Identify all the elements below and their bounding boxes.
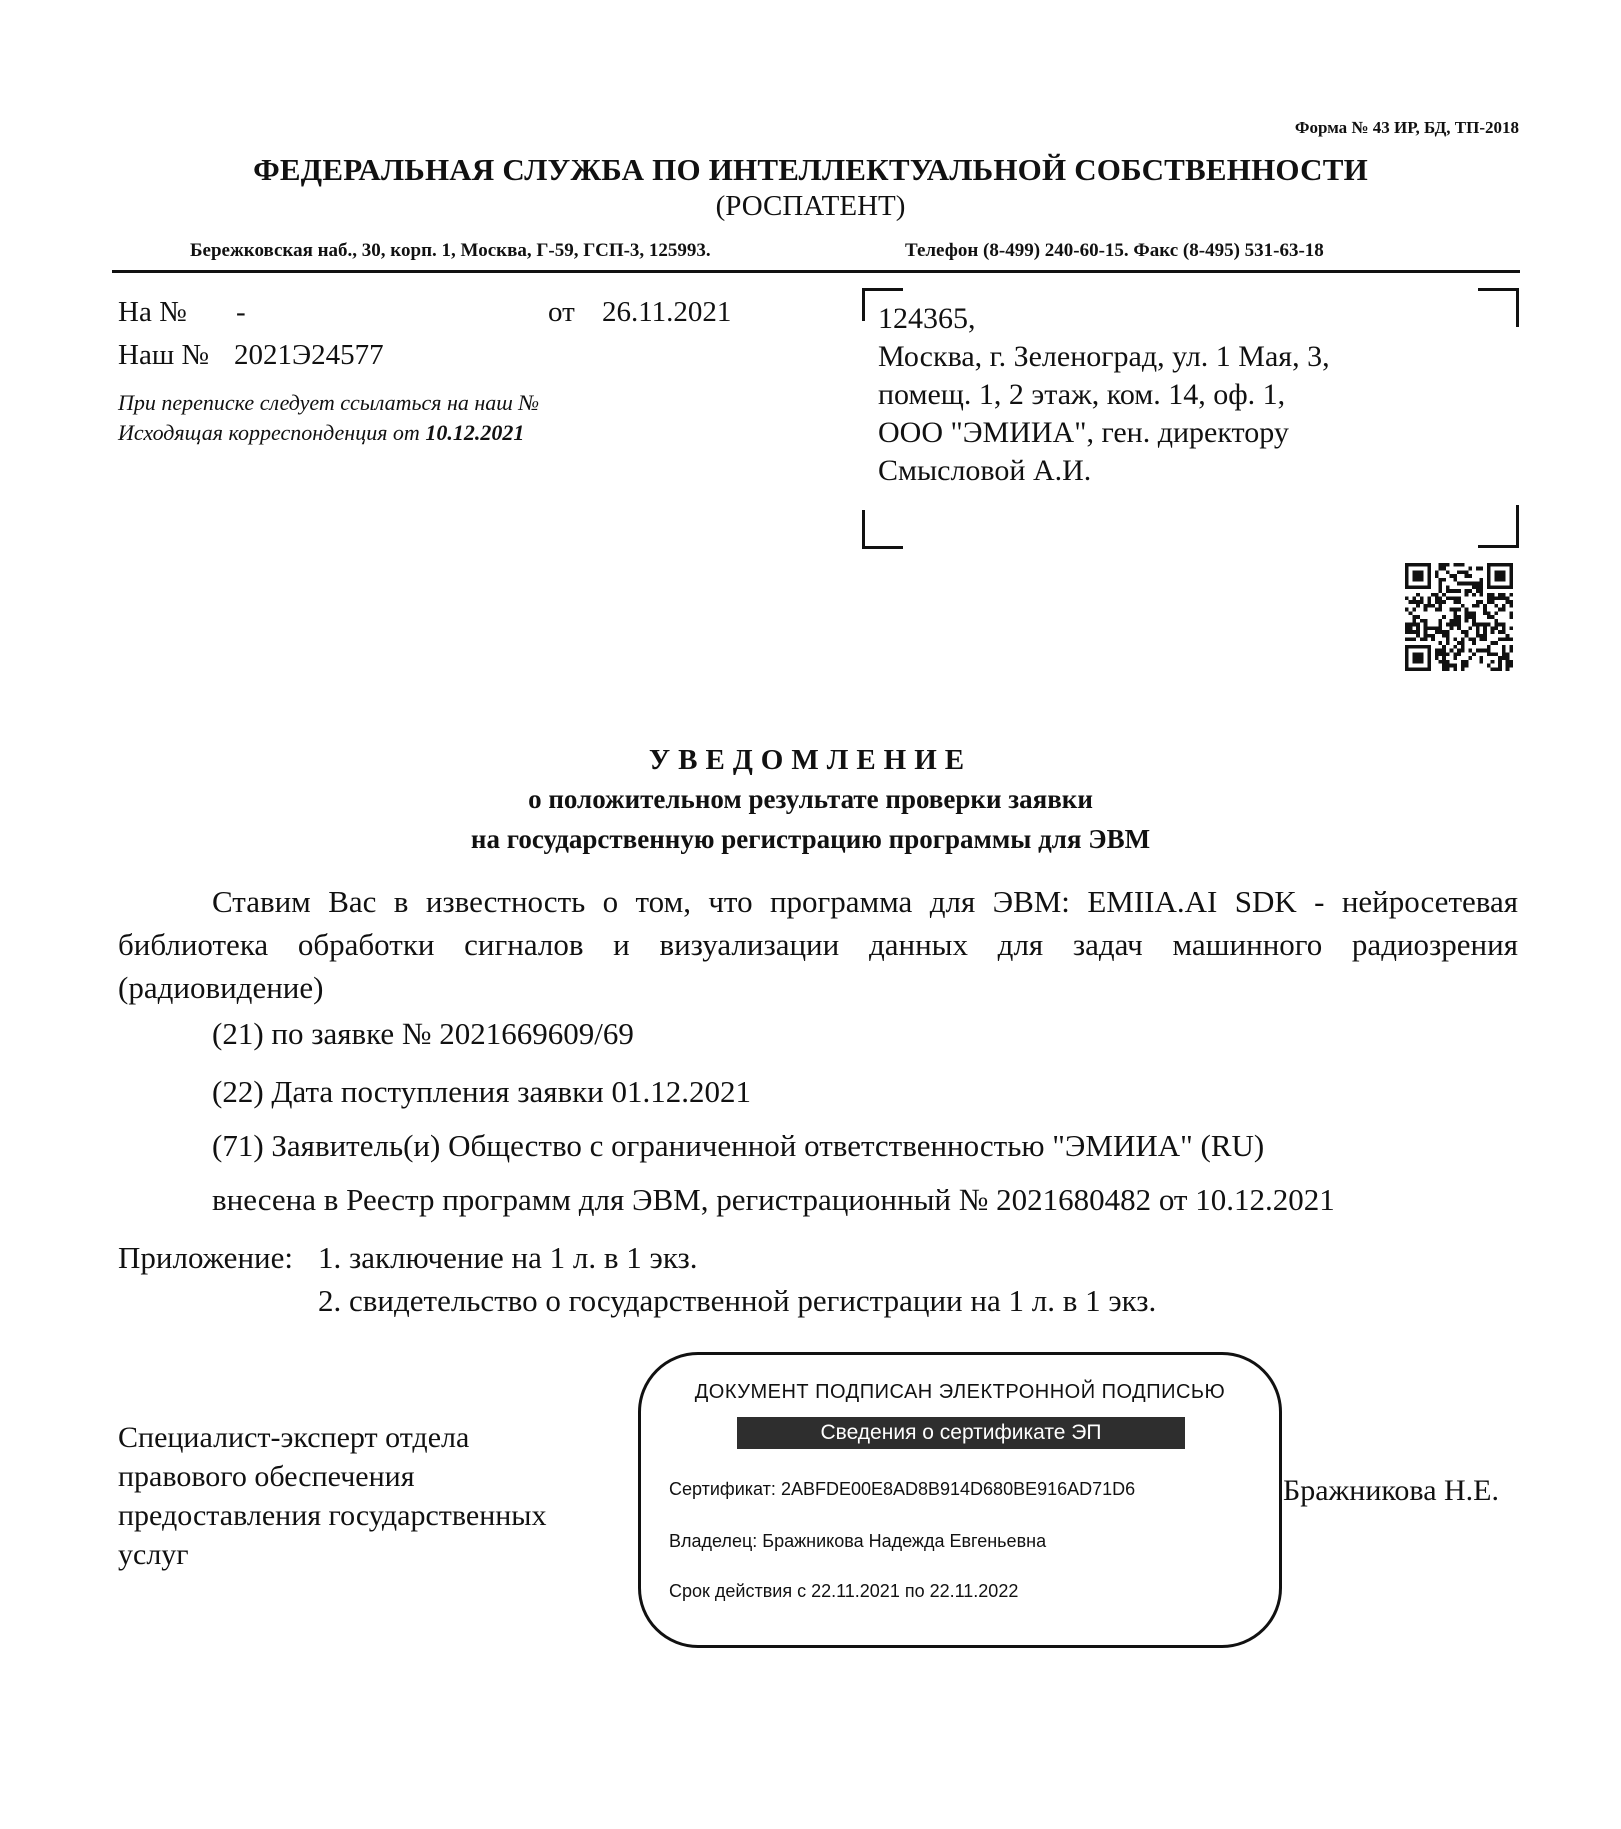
- application-number: (21) по заявке № 2021669609/69: [212, 1016, 634, 1051]
- stamp-owner: [669, 1531, 1046, 1552]
- signer-position-line: правового обеспечения: [118, 1460, 415, 1493]
- form-number: Форма № 43 ИР, БД, ТП-2018: [1294, 118, 1519, 137]
- attachments-label: Приложение:: [118, 1240, 293, 1275]
- stamp-validity: Срок действия с 22.11.2021 по 22.11.2022: [669, 1581, 1019, 1601]
- electronic-signature-stamp: [638, 1352, 1282, 1648]
- incoming-no-label: На №: [118, 296, 187, 328]
- incoming-date: 26.11.2021: [602, 296, 732, 328]
- recipient-premises: помещ. 1, 2 этаж, ком. 14, оф. 1,: [878, 378, 1286, 411]
- outgoing-date: 10.12.2021: [425, 420, 525, 445]
- header-divider: [112, 270, 1520, 273]
- certificate-value: 2ABFDE00E8AD8B914D680BE916AD71D6: [780, 1479, 1136, 1499]
- reference-note: При переписке следует ссылаться на наш №: [118, 390, 540, 415]
- owner-label: Владелец:: [669, 1531, 758, 1551]
- owner-value: Бражникова Надежда Евгеньевна: [762, 1531, 1047, 1551]
- agency-phone: Телефон (8-499) 240-60-15. Факс (8-495) 531-63-18: [905, 240, 1324, 261]
- certificate-label: Сертификат:: [669, 1479, 776, 1499]
- filing-date: (22) Дата поступления заявки 01.12.2021: [212, 1074, 752, 1109]
- recipient-person: Смысловой А.И.: [878, 454, 1092, 487]
- agency-address: Бережковская наб., 30, корп. 1, Москва, Г-59, ГСП-3, 125993.: [190, 240, 711, 261]
- stamp-certificate: [669, 1479, 1135, 1500]
- registry-entry: внесена в Реестр программ для ЭВМ, регистрационный № 2021680482 от 10.12.2021: [212, 1182, 1335, 1217]
- signer-name: Бражникова Н.Е.: [1283, 1474, 1500, 1507]
- intro-paragraph: Ставим Вас в известность о том, что программа для ЭВМ: EMIIA.AI SDK - нейросетевая библиотека обработки сигналов и визуализации данных для задач машинного радиозрения (радиовидение): [118, 884, 1518, 1005]
- our-no-label: Наш №: [118, 339, 210, 371]
- attachment-item-1: 1. заключение на 1 л. в 1 экз.: [318, 1240, 698, 1275]
- signer-position-line: услуг: [118, 1538, 189, 1571]
- address-corner-bottom-left: [862, 510, 903, 549]
- document-subtitle-2: на государственную регистрацию программы для ЭВМ: [470, 824, 1151, 854]
- agency-short-name: (РОСПАТЕНТ): [715, 190, 906, 222]
- signer-position-line: предоставления государственных: [118, 1499, 547, 1532]
- qr-code: [1405, 563, 1513, 671]
- incoming-date-label: от: [548, 296, 575, 328]
- recipient-postcode: 124365,: [878, 302, 976, 335]
- stamp-header: ДОКУМЕНТ ПОДПИСАН ЭЛЕКТРОННОЙ ПОДПИСЬЮ: [694, 1381, 1226, 1403]
- address-corner-top-right: [1478, 288, 1519, 327]
- signer-position: [118, 1418, 546, 1574]
- outgoing-note-prefix: Исходящая корреспонденция от: [118, 420, 420, 445]
- document-title: УВЕДОМЛЕНИЕ: [648, 744, 973, 776]
- address-corner-bottom-right: [1478, 505, 1519, 548]
- recipient-address: [878, 300, 1330, 490]
- our-no-value: 2021Э24577: [234, 339, 384, 371]
- recipient-street: Москва, г. Зеленоград, ул. 1 Мая, 3,: [878, 340, 1330, 373]
- incoming-no-value: -: [236, 296, 246, 328]
- applicant: (71) Заявитель(и) Общество с ограниченной ответственностью "ЭМИИА" (RU): [212, 1128, 1265, 1163]
- outgoing-note: [118, 420, 524, 446]
- recipient-company: ООО "ЭМИИА", ген. директору: [878, 416, 1289, 449]
- agency-name: ФЕДЕРАЛЬНАЯ СЛУЖБА ПО ИНТЕЛЛЕКТУАЛЬНОЙ СОБСТВЕННОСТИ: [253, 152, 1368, 187]
- attachment-item-2: 2. свидетельство о государственной регистрации на 1 л. в 1 экз.: [318, 1283, 1157, 1318]
- signer-position-line: Специалист-эксперт отдела: [118, 1421, 470, 1454]
- stamp-certificate-bar: Сведения о сертификате ЭП: [737, 1417, 1185, 1449]
- document-subtitle-1: о положительном результате проверки заявки: [528, 784, 1093, 814]
